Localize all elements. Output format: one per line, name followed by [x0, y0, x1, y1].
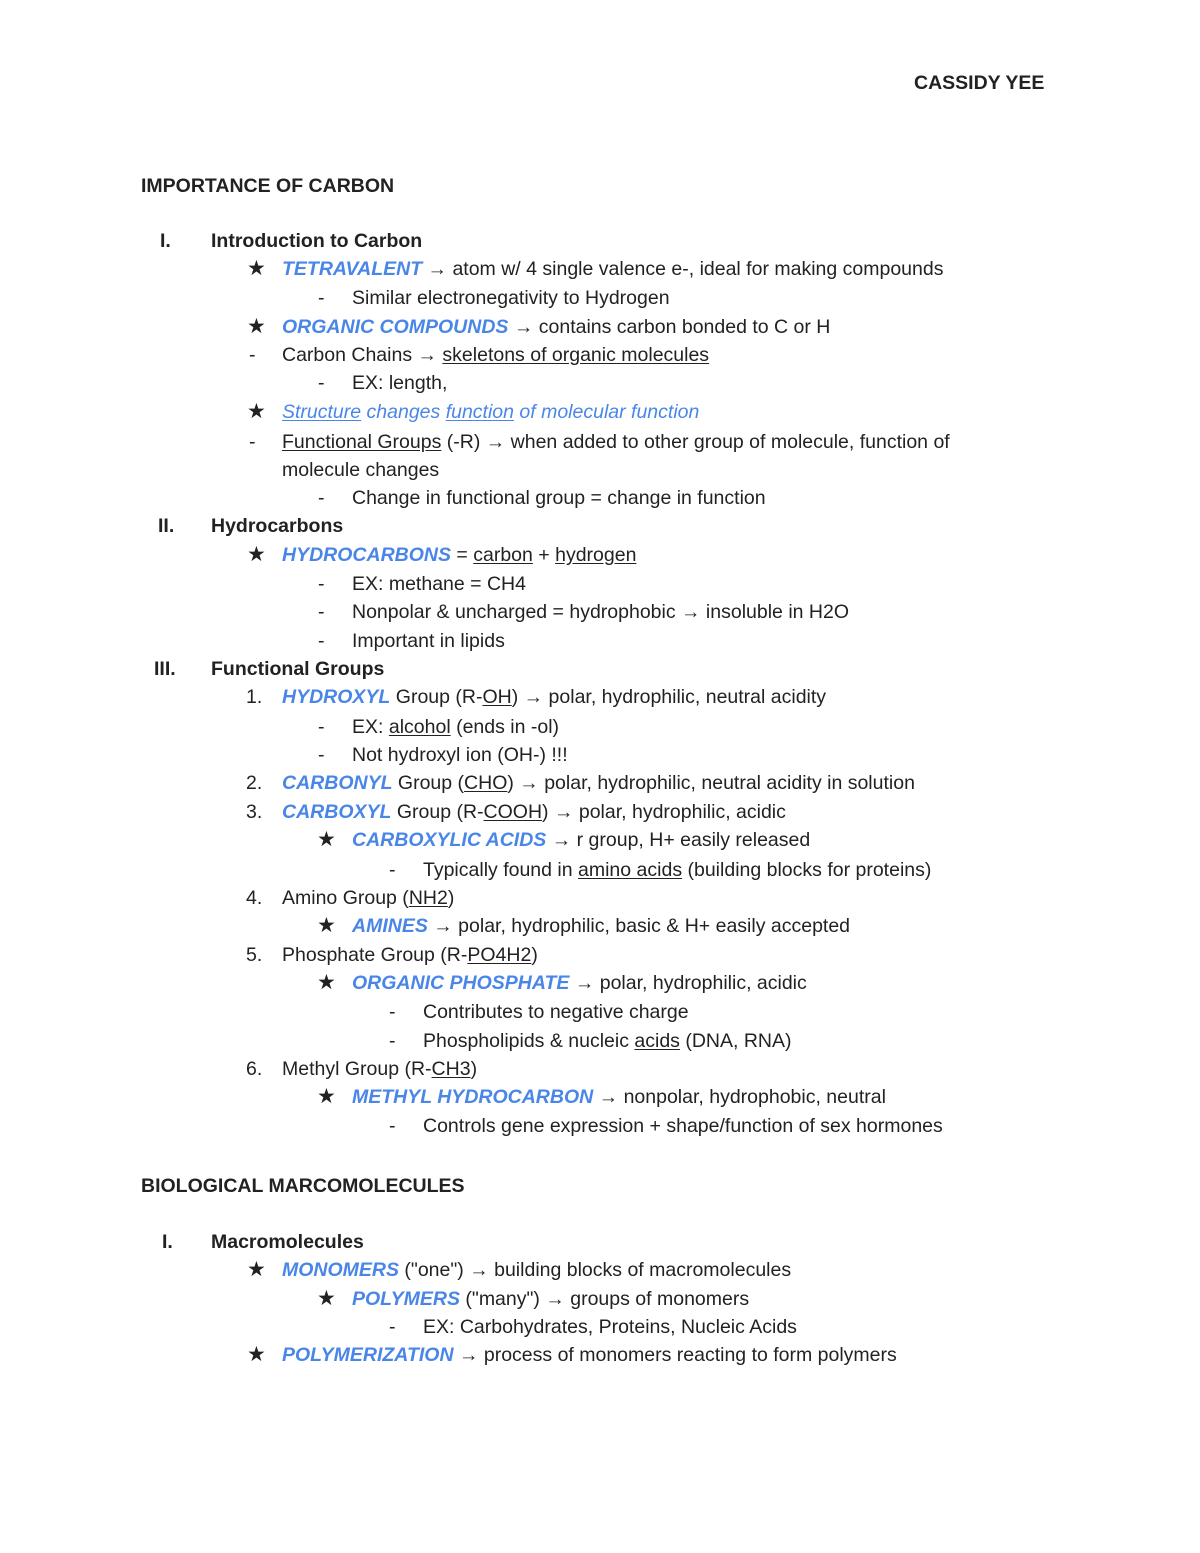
section-title-carbon: IMPORTANCE OF CARBON [141, 175, 395, 197]
definition-text: → contains carbon bonded to C or H [508, 316, 831, 338]
dash-bullet: - [318, 372, 325, 394]
list-item [352, 1287, 749, 1311]
list-text: (building blocks for proteins) [682, 859, 932, 881]
term-carboxyl: CARBOXYL [282, 801, 392, 823]
list-item-continuation: molecule changes [282, 459, 440, 481]
dash-bullet: - [389, 1001, 396, 1023]
list-text: Phosphate Group (R- [282, 944, 468, 966]
dash-bullet: - [318, 573, 325, 595]
dash-bullet: - [389, 1316, 396, 1338]
list-text: ("one") → building blocks of macromolecules [399, 1259, 792, 1281]
list-item [282, 1057, 477, 1081]
list-item [282, 943, 538, 967]
term-methyl-hydrocarbon: METHYL HYDROCARBON [352, 1086, 594, 1108]
term-structure: Structure [282, 401, 362, 423]
dash-bullet: - [318, 630, 325, 652]
list-item: Important in lipids [352, 630, 505, 652]
term-polymers: POLYMERS [352, 1288, 460, 1310]
dash-bullet: - [318, 716, 325, 738]
star-bullet-icon: ★ [247, 1258, 266, 1281]
list-item [282, 315, 830, 339]
term-function: function [445, 401, 514, 423]
list-text: Typically found in [423, 859, 579, 881]
list-text: ) → polar, hydrophilic, neutral acidity in solution [507, 772, 915, 794]
list-item [282, 685, 826, 709]
star-bullet-icon: ★ [247, 543, 266, 566]
list-item: Similar electronegativity to Hydrogen [352, 287, 670, 309]
list-item [352, 828, 810, 852]
list-text: → polar, hydrophilic, basic & H+ easily accepted [427, 915, 851, 937]
list-item [352, 715, 559, 739]
underlined-text: CH3 [431, 1058, 471, 1080]
list-number: 5. [246, 944, 263, 966]
dash-bullet: - [249, 344, 256, 366]
term-organic-compounds: ORGANIC COMPOUNDS [282, 316, 509, 338]
subheading-intro-carbon: Introduction to Carbon [211, 230, 423, 252]
dash-bullet: - [389, 859, 396, 881]
list-item [352, 1085, 886, 1109]
list-text: Phospholipids & nucleic [423, 1030, 635, 1052]
dash-bullet: - [389, 1115, 396, 1137]
list-text: EX: [352, 716, 389, 738]
star-bullet-icon: ★ [247, 400, 266, 423]
roman-numeral: II. [158, 515, 175, 537]
list-item: EX: Carbohydrates, Proteins, Nucleic Acids [423, 1316, 797, 1338]
term-hydroxyl: HYDROXYL [282, 686, 391, 708]
roman-numeral: I. [162, 1231, 173, 1253]
list-text: ) [531, 944, 538, 966]
list-item [352, 971, 807, 995]
dash-bullet: - [389, 1030, 396, 1052]
term-monomers: MONOMERS [282, 1259, 399, 1281]
subheading-functional-groups: Functional Groups [211, 658, 385, 680]
dash-bullet: - [318, 487, 325, 509]
dash-bullet: - [318, 744, 325, 766]
list-text: ) → polar, hydrophilic, neutral acidity [511, 686, 827, 708]
dash-bullet: - [249, 431, 256, 453]
term-hydrocarbons: HYDROCARBONS [282, 544, 452, 566]
star-bullet-icon: ★ [247, 1343, 266, 1366]
list-item [352, 914, 850, 938]
term-carboxylic-acids: CARBOXYLIC ACIDS [352, 829, 547, 851]
list-item [282, 543, 636, 567]
list-text: → polar, hydrophilic, acidic [569, 972, 807, 994]
list-text: Group (R- [390, 686, 483, 708]
list-item [282, 343, 709, 367]
list-item [282, 1258, 791, 1282]
underlined-text: OH [482, 686, 512, 708]
list-number: 1. [246, 686, 263, 708]
subheading-hydrocarbons: Hydrocarbons [211, 515, 344, 537]
list-text: (ends in -ol) [450, 716, 560, 738]
list-text: Carbon Chains → [282, 344, 443, 366]
roman-numeral: I. [160, 230, 171, 252]
list-item [282, 886, 454, 910]
underlined-text: Functional Groups [282, 431, 442, 453]
list-text: → r group, H+ easily released [546, 829, 811, 851]
list-item [282, 771, 915, 795]
list-item: Change in functional group = change in function [352, 487, 766, 509]
list-item [423, 858, 931, 882]
list-text: Group ( [392, 772, 465, 794]
list-text: + [532, 544, 556, 566]
list-text: ) [447, 887, 455, 909]
underlined-text: PO4H2 [467, 944, 532, 966]
list-text: Group (R- [391, 801, 484, 823]
term-polymerization: POLYMERIZATION [282, 1344, 454, 1366]
author-name: CASSIDY YEE [914, 72, 1045, 94]
list-text: ) [470, 1058, 478, 1080]
star-bullet-icon: ★ [317, 1287, 336, 1310]
list-item [282, 1343, 897, 1367]
term-tetravalent: TETRAVALENT [282, 258, 423, 280]
definition-text: → atom w/ 4 single valence e-, ideal for making compounds [422, 258, 944, 280]
list-text: of molecular function [514, 401, 700, 423]
star-bullet-icon: ★ [317, 828, 336, 851]
list-item [282, 400, 699, 424]
dash-bullet: - [318, 287, 325, 309]
star-bullet-icon: ★ [247, 315, 266, 338]
term-carbonyl: CARBONYL [282, 772, 393, 794]
star-bullet-icon: ★ [317, 1085, 336, 1108]
list-text: (-R) → when added to other group of molecule, function of [441, 431, 950, 453]
underlined-text: CHO [464, 772, 508, 794]
list-number: 6. [246, 1058, 263, 1080]
list-item [282, 800, 786, 824]
list-text: → process of monomers reacting to form polymers [453, 1344, 897, 1366]
list-item: EX: methane = CH4 [352, 573, 526, 595]
underlined-text: skeletons of organic molecules [442, 344, 710, 366]
list-item: Contributes to negative charge [423, 1001, 689, 1023]
list-text: ) → polar, hydrophilic, acidic [542, 801, 786, 823]
section-title-macromolecules: BIOLOGICAL MARCOMOLECULES [141, 1175, 465, 1197]
list-item: EX: length, [352, 372, 448, 394]
list-number: 3. [246, 801, 263, 823]
list-item [282, 257, 943, 281]
term-organic-phosphate: ORGANIC PHOSPHATE [352, 972, 570, 994]
star-bullet-icon: ★ [247, 257, 266, 280]
list-text: (DNA, RNA) [679, 1030, 792, 1052]
underlined-text: alcohol [388, 716, 451, 738]
list-text: ("many") → groups of monomers [459, 1288, 750, 1310]
underlined-text: carbon [473, 544, 533, 566]
roman-numeral: III. [154, 658, 176, 680]
list-text: changes [361, 401, 446, 423]
list-item: Not hydroxyl ion (OH-) !!! [352, 744, 568, 766]
list-text: Methyl Group (R- [282, 1058, 432, 1080]
list-item: Nonpolar & uncharged = hydrophobic → insoluble in H2O [352, 601, 850, 623]
subheading-macromolecules: Macromolecules [211, 1231, 364, 1253]
underlined-text: amino acids [578, 859, 683, 881]
list-item: Controls gene expression + shape/function of sex hormones [423, 1115, 943, 1137]
list-text: → nonpolar, hydrophobic, neutral [593, 1086, 886, 1108]
list-number: 2. [246, 772, 263, 794]
underlined-text: acids [634, 1030, 680, 1052]
list-text: Amino Group ( [282, 887, 409, 909]
underlined-text: hydrogen [555, 544, 637, 566]
star-bullet-icon: ★ [317, 914, 336, 937]
underlined-text: NH2 [408, 887, 448, 909]
list-text: = [451, 544, 474, 566]
dash-bullet: - [318, 601, 325, 623]
underlined-text: COOH [483, 801, 543, 823]
list-item [423, 1029, 792, 1053]
list-item [282, 430, 950, 454]
list-number: 4. [246, 887, 263, 909]
star-bullet-icon: ★ [317, 971, 336, 994]
term-amines: AMINES [352, 915, 428, 937]
